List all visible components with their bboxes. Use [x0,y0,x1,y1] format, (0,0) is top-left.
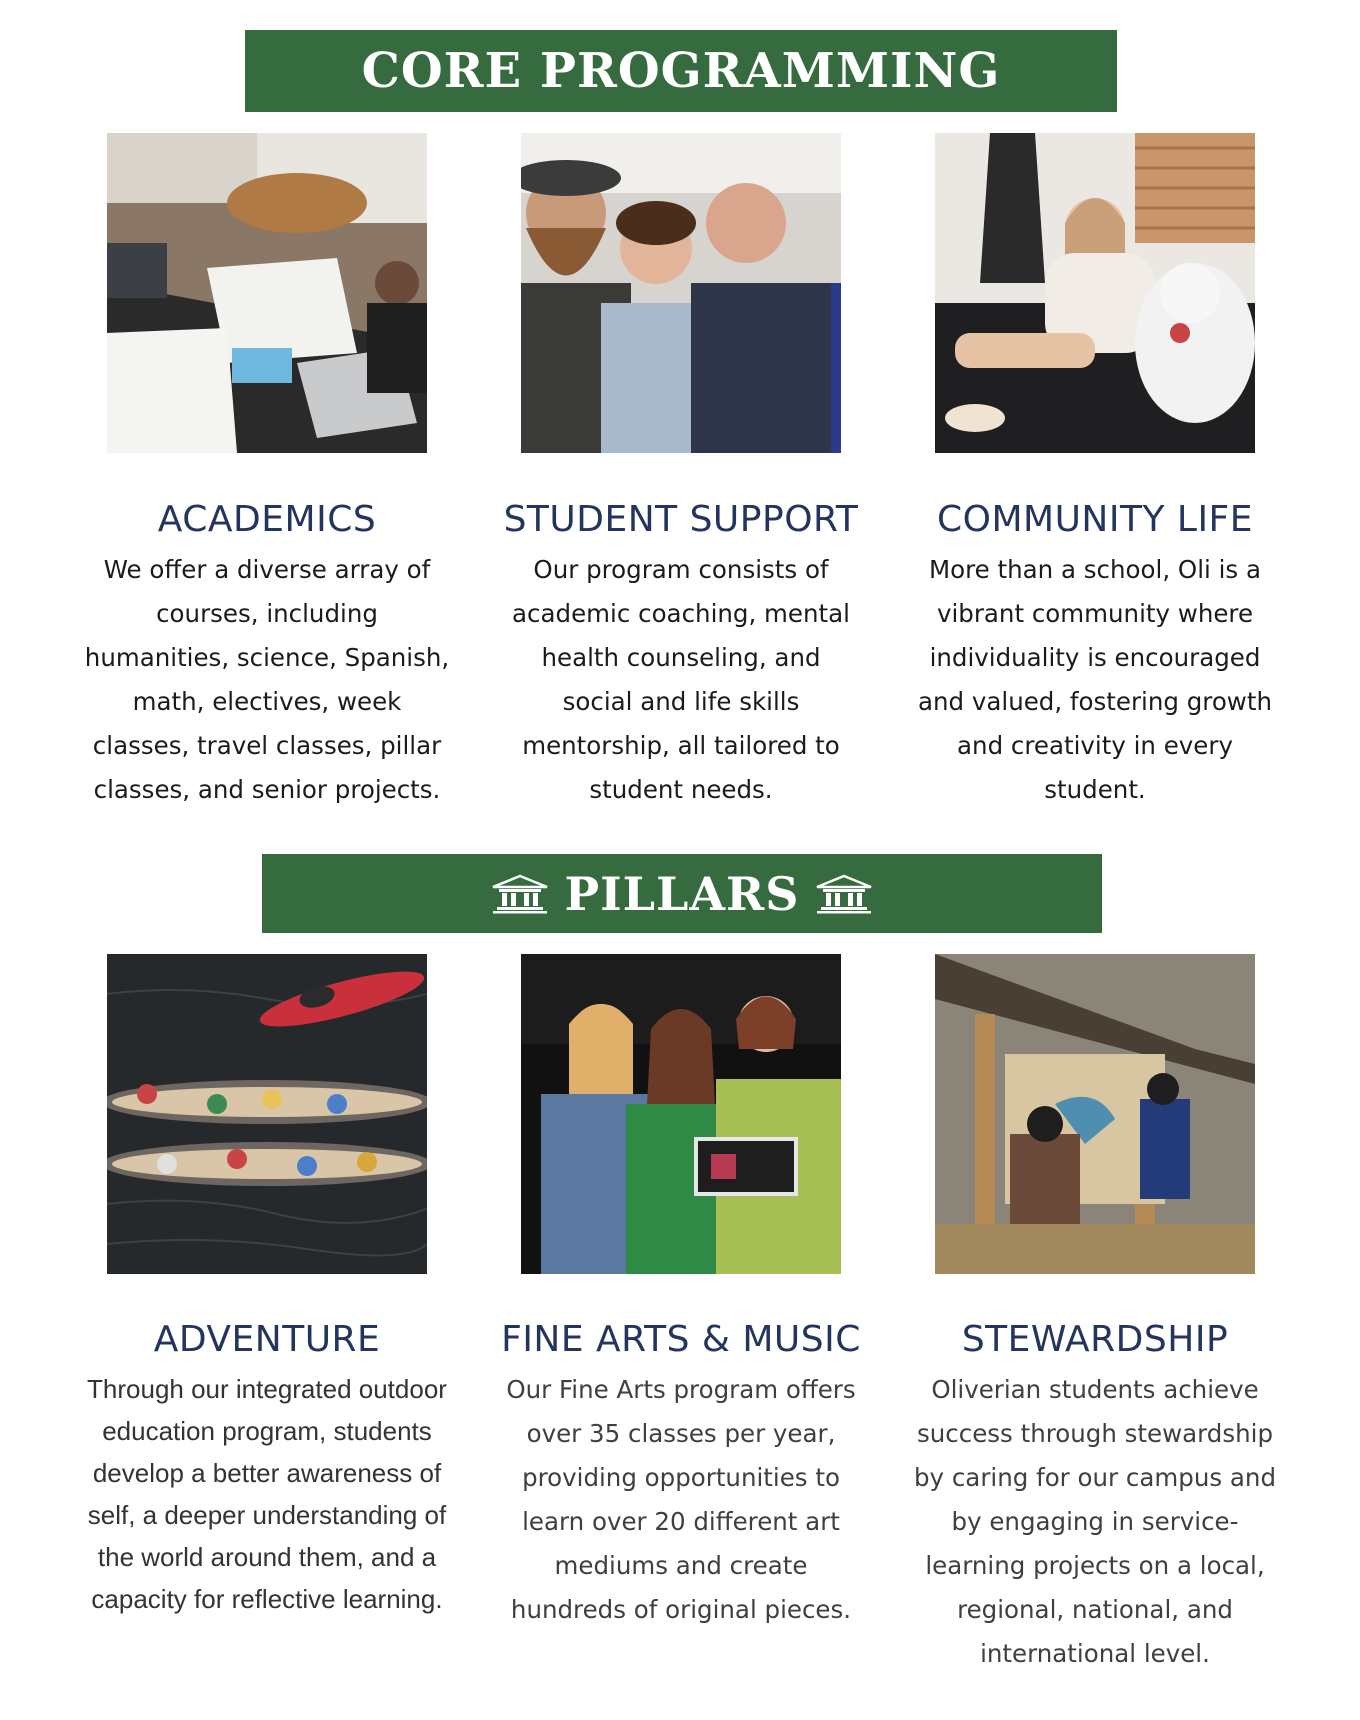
pillars-title: PILLARS [564,866,800,921]
academics-description: We offer a diverse array of courses, including humanities, science, Spanish, math, electives, week classes, travel classes, pillar classes, and senior projects. [84,555,450,804]
student-support-description: Our program consists of academic coaching, mental health counseling, and social and life skills mentorship, all tailored to student needs. [512,555,850,804]
stewardship-description: Oliverian students achieve success through stewardship by caring for our campus and by engaging in service-learning projects on a local, regional, national, and international level. [914,1375,1276,1668]
core-programming-title: CORE PROGRAMMING [361,43,1001,99]
fine-arts-heading: FINE ARTS & MUSIC [501,1319,861,1360]
academics-card [77,498,457,812]
fine-arts-description: Our Fine Arts program offers over 35 classes per year, providing opportunities to learn over 20 different art mediums and create hundreds of original pieces. [506,1375,856,1624]
academics-heading: ACADEMICS [157,499,377,540]
pillar-columns-icon [815,874,873,914]
community-life-card [905,498,1285,812]
academics-photo [107,133,427,453]
stewardship-photo [935,954,1255,1274]
pillars-banner [262,854,1102,933]
fine-arts-photo [521,954,841,1274]
adventure-heading: ADVENTURE [153,1319,381,1360]
adventure-description: Through our integrated outdoor education program, students develop a better awareness of self, a deeper understanding of the world around them, and a capacity for reflective learning. [87,1374,447,1614]
student-support-photo [521,133,841,453]
student-support-card [491,498,871,812]
community-life-description: More than a school, Oli is a vibrant community where individuality is encouraged and valued, fostering growth and creativity in every student. [918,555,1272,804]
student-support-heading: STUDENT SUPPORT [503,499,859,540]
stewardship-heading: STEWARDSHIP [961,1319,1229,1360]
core-programming-banner [245,30,1117,112]
fine-arts-card [491,1318,871,1632]
adventure-photo [107,954,427,1274]
community-life-photo [935,133,1255,453]
pillar-columns-icon [491,874,549,914]
adventure-card [77,1318,457,1620]
stewardship-card [905,1318,1285,1676]
community-life-heading: COMMUNITY LIFE [936,499,1254,540]
